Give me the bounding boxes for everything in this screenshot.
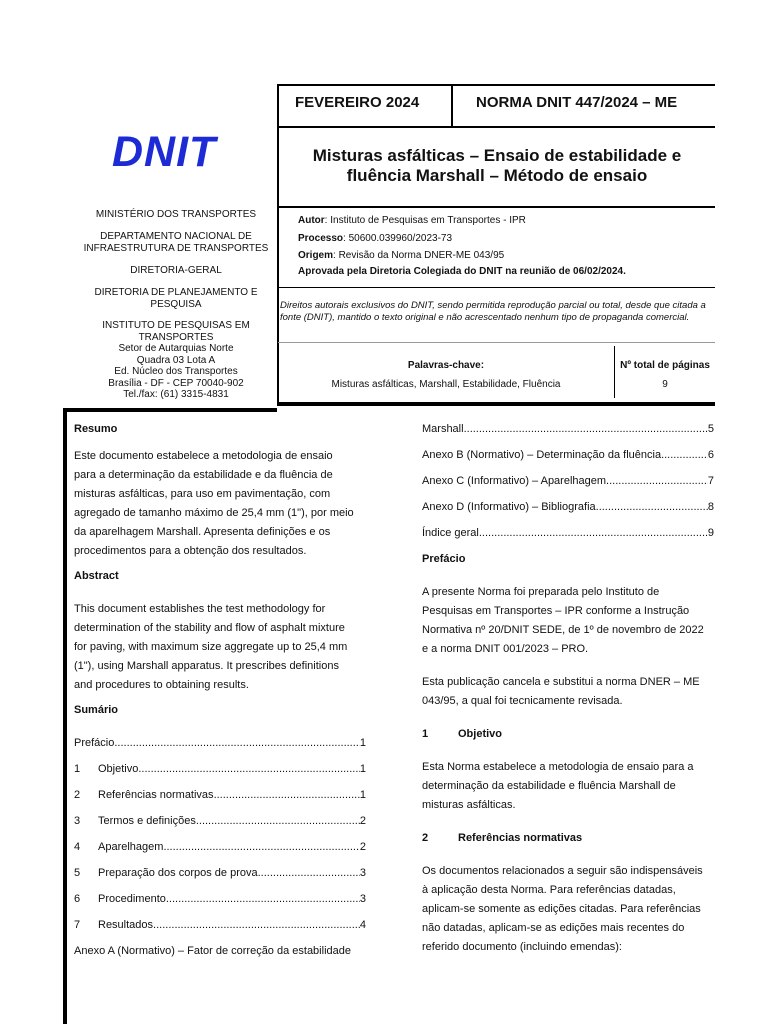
- toc-page: 2: [359, 841, 366, 853]
- right-column: [422, 420, 714, 957]
- dnit-logo: DNIT: [112, 128, 217, 176]
- text-line: da aparelhagem Marshall. Apresenta definições e os: [74, 526, 331, 538]
- toc-label: Índice geral: [422, 527, 479, 539]
- toc-page: 1: [359, 789, 366, 801]
- toc-number: 7: [74, 919, 81, 931]
- inst-line: DIRETORIA DE PLANEJAMENTO E: [94, 287, 258, 298]
- toc-page: 2: [359, 815, 366, 827]
- text-line: à aplicação desta Norma. Para referências datadas,: [422, 884, 676, 896]
- meta-origem: [298, 250, 504, 261]
- section-heading: [422, 725, 714, 744]
- inst-line: INSTITUTO DE PESQUISAS EM: [102, 320, 250, 331]
- toc-entry[interactable]: [74, 916, 366, 935]
- text-line: aplicam-se somente as edições citadas. Para referências: [422, 903, 701, 915]
- toc-entry[interactable]: [74, 890, 366, 909]
- meta-value: : Revisão da Norma DNER-ME 043/95: [333, 250, 505, 261]
- text-line: Normativa nº 20/DNIT SEDE, de 1º de novembro de 2022: [422, 624, 704, 636]
- section-number: 1: [422, 728, 429, 740]
- toc-page: 3: [359, 867, 366, 879]
- toc-label: Anexo A (Normativo) – Fator de correção da estabilidade: [74, 945, 351, 957]
- toc-entry[interactable]: [74, 786, 366, 805]
- section-title: Objetivo: [458, 728, 503, 740]
- toc-page: 8: [707, 501, 714, 513]
- header-bottom-rule: [278, 402, 715, 406]
- keywords-value: Misturas asfálticas, Marshall, Estabilidade, Fluência: [331, 379, 561, 390]
- abstract-heading: Abstract: [74, 570, 119, 582]
- toc-leader: [114, 734, 360, 753]
- address-line: Quadra 03 Lota A: [136, 354, 216, 366]
- keywords-label: Palavras-chave:: [407, 360, 485, 371]
- institute-block: [78, 320, 274, 401]
- text-line: (1"), using Marshall apparatus. It prescribes definitions: [74, 660, 339, 672]
- toc-entry[interactable]: [74, 760, 366, 779]
- prefacio-paragraph: [422, 583, 714, 659]
- meta-autor: [298, 215, 526, 226]
- text-line: Pesquisas em Transportes – IPR conforme a Instrução: [422, 605, 690, 617]
- left-column: [74, 420, 366, 961]
- toc-entry[interactable]: [422, 472, 714, 491]
- toc-leader: [661, 446, 708, 465]
- address-line: Ed. Núcleo dos Transportes: [114, 366, 238, 377]
- toc-leader: [138, 760, 360, 779]
- toc-list: [74, 734, 366, 961]
- title-line: Misturas asfálticas – Ensaio de estabilidade e: [312, 146, 682, 165]
- text-line: misturas asfálticas, para uso em pavimentação, com: [74, 488, 331, 500]
- toc-leader: [258, 864, 360, 883]
- toc-label: Referências normativas: [98, 789, 214, 801]
- toc-label: Anexo C (Informativo) – Aparelhagem: [422, 475, 607, 487]
- copyright-notice: Direitos autorais exclusivos do DNIT, sendo permitida reprodução parcial ou total, desde que citada a fonte (DNIT), mantido o texto original e não acrescentado nenhum tipo de propaganda comercial.: [280, 300, 706, 323]
- toc-leader: [464, 420, 708, 439]
- address-line: Setor de Autarquias Norte: [118, 343, 234, 354]
- ministry-name: MINISTÉRIO DOS TRANSPORTES: [95, 209, 257, 220]
- publication-date: FEVEREIRO 2024: [295, 94, 420, 111]
- meta-processo: [298, 233, 452, 244]
- resumo-paragraph: [74, 447, 366, 561]
- toc-entry[interactable]: [74, 734, 366, 753]
- text-line: não datadas, aplicam-se as edições mais recentes do: [422, 922, 685, 934]
- inst-line: INFRAESTRUTURA DE TRANSPORTES: [83, 242, 269, 254]
- text-line: determination of the stability and flow of asphalt mixture: [74, 622, 345, 634]
- toc-entry[interactable]: [422, 498, 714, 517]
- sumario-heading: Sumário: [74, 704, 119, 716]
- document-title: [282, 146, 712, 186]
- text-line: Os documentos relacionados a seguir são indispensáveis: [422, 865, 703, 877]
- text-line: 043/95, a qual foi tecnicamente revisada.: [422, 695, 623, 707]
- toc-label: Resultados: [98, 919, 154, 931]
- toc-number: 2: [74, 789, 81, 801]
- inst-line: TRANSPORTES: [138, 331, 214, 343]
- toc-leader: [606, 472, 708, 491]
- toc-number: 3: [74, 815, 81, 827]
- meta-value: : 50600.039960/2023-73: [343, 233, 453, 244]
- toc-leader: [166, 890, 360, 909]
- prefacio-paragraph: [422, 673, 714, 711]
- title-rule: [278, 206, 715, 208]
- text-line: agregado de tamanho máximo de 25,4 mm (1"), por meio: [74, 507, 354, 519]
- text-line: Este documento estabelece a metodologia de ensaio: [74, 450, 333, 462]
- toc-label: Aparelhagem: [98, 841, 164, 853]
- toc-leader: [479, 524, 708, 543]
- pages-value: 9: [662, 379, 668, 390]
- left-top-rule: [63, 408, 277, 412]
- text-line: and procedures to obtaining results.: [74, 679, 249, 691]
- text-line: misturas asfálticas.: [422, 799, 516, 811]
- objetivo-paragraph: [422, 758, 714, 815]
- toc-label: Anexo D (Informativo) – Bibliografia: [422, 501, 596, 513]
- inst-line: PESQUISA: [150, 298, 202, 310]
- toc-entry[interactable]: [74, 864, 366, 883]
- toc-label: Anexo B (Normativo) – Determinação da fluência: [422, 449, 662, 461]
- toc-entry[interactable]: [74, 838, 366, 857]
- toc-number: 4: [74, 841, 81, 853]
- prefacio-heading: Prefácio: [422, 553, 466, 565]
- planning-directorate: [78, 287, 274, 310]
- abstract-paragraph: [74, 600, 366, 695]
- toc-leader: [214, 786, 360, 805]
- left-margin-rule: [63, 408, 67, 1024]
- meta-label: Autor: [298, 215, 325, 226]
- toc-entry[interactable]: [74, 942, 366, 961]
- toc-page: 6: [707, 449, 714, 461]
- toc-page: 1: [359, 737, 366, 749]
- toc-leader: [196, 812, 360, 831]
- text-line: referido documento (incluindo emendas):: [422, 941, 622, 953]
- directorate-name: DIRETORIA-GERAL: [130, 265, 222, 276]
- text-line: Esta Norma estabelece a metodologia de ensaio para a: [422, 761, 694, 773]
- toc-page: 9: [707, 527, 714, 539]
- text-line: determinação da estabilidade e fluência Marshall de: [422, 780, 676, 792]
- toc-page: 5: [707, 423, 714, 435]
- department-name: [78, 231, 274, 254]
- meta-aprovada: Aprovada pela Diretoria Colegiada do DNIT na reunião de 06/02/2024.: [298, 266, 626, 277]
- toc-label: Marshall: [422, 423, 464, 435]
- text-line: A presente Norma foi preparada pelo Instituto de: [422, 586, 660, 598]
- address-line: Tel./fax: (61) 3315-4831: [123, 389, 229, 400]
- toc-label: Preparação dos corpos de prova: [98, 867, 258, 879]
- toc-number: 5: [74, 867, 81, 879]
- address-line: Brasília - DF - CEP 70040-902: [108, 377, 244, 389]
- section-number: 2: [422, 832, 429, 844]
- section-title: Referências normativas: [458, 832, 583, 844]
- meta-rule: [278, 287, 715, 288]
- resumo-heading: Resumo: [74, 423, 118, 435]
- text-line: for paving, with maximum size aggregate up to 25,4 mm: [74, 641, 348, 653]
- keywords-separator: [614, 346, 615, 398]
- keywords-box: [278, 342, 715, 403]
- toc-label: Termos e definições: [98, 815, 196, 827]
- toc-page: 7: [707, 475, 714, 487]
- toc-leader: [153, 916, 360, 935]
- toc-leader: [163, 838, 359, 857]
- toc-number: 1: [74, 763, 81, 775]
- text-line: procedimentos para a obtenção dos resultados.: [74, 545, 307, 557]
- text-line: Esta publicação cancela e substitui a norma DNER – ME: [422, 676, 700, 688]
- toc-entry[interactable]: [422, 446, 714, 465]
- text-line: para a determinação da estabilidade e da fluência de: [74, 469, 333, 481]
- toc-leader: [596, 498, 708, 517]
- meta-label: Origem: [298, 250, 334, 261]
- toc-label: Procedimento: [98, 893, 166, 905]
- meta-value: : Instituto de Pesquisas em Transportes - IPR: [324, 215, 526, 226]
- section-heading: [422, 829, 714, 848]
- toc-label: Prefácio: [74, 737, 115, 749]
- toc-page: 4: [359, 919, 366, 931]
- toc-page: 3: [359, 893, 366, 905]
- title-line: fluência Marshall – Método de ensaio: [346, 166, 648, 185]
- referencias-paragraph: [422, 862, 714, 957]
- header-separator: [451, 86, 453, 126]
- toc-page: 1: [359, 763, 366, 775]
- toc-number: 6: [74, 893, 81, 905]
- inst-line: DEPARTAMENTO NACIONAL DE: [100, 231, 252, 242]
- toc-entry[interactable]: [422, 420, 714, 439]
- meta-label: Processo: [298, 233, 344, 244]
- toc-entry[interactable]: [74, 812, 366, 831]
- toc-label: Objetivo: [98, 763, 139, 775]
- pages-label: Nº total de páginas: [620, 360, 710, 371]
- toc-entry[interactable]: [422, 524, 714, 543]
- text-line: This document establishes the test methodology for: [74, 603, 326, 615]
- text-line: e a norma DNIT 001/2023 – PRO.: [422, 643, 589, 655]
- norm-number: NORMA DNIT 447/2024 – ME: [476, 94, 678, 111]
